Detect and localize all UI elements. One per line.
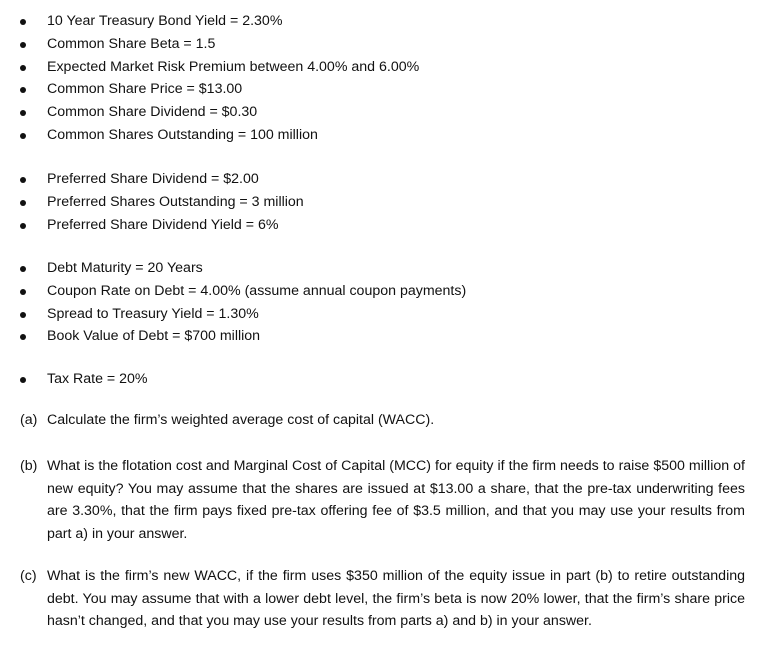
question-text: Calculate the firm’s weighted average cost of capital (WACC). [47, 412, 435, 428]
bullet-icon [20, 177, 26, 183]
list-item [0, 303, 466, 326]
list-item [0, 168, 304, 191]
question-label: (b) [20, 458, 38, 474]
list-item-text: Preferred Shares Outstanding = 3 million [47, 193, 304, 210]
list-item-text: Expected Market Risk Premium between 4.00% and 6.00% [47, 58, 420, 75]
list-item [0, 257, 466, 280]
list-item [0, 78, 419, 101]
list-item [0, 325, 466, 348]
bullet-icon [20, 377, 26, 383]
preferred-share-assumptions-list [0, 168, 304, 236]
list-item-text: Preferred Share Dividend Yield = 6% [47, 216, 279, 233]
tax-assumptions-list [0, 368, 148, 391]
list-item-text: 10 Year Treasury Bond Yield = 2.30% [47, 13, 283, 29]
list-item-text: Tax Rate = 20% [47, 371, 148, 387]
list-item [0, 56, 419, 79]
bullet-icon [20, 133, 26, 139]
list-item-text: Coupon Rate on Debt = 4.00% (assume annual coupon payments) [47, 282, 467, 299]
list-item [0, 368, 148, 391]
question-text: What is the firm’s new WACC, if the firm uses $350 million of the equity issue in part (b) to retire outstanding debt. You may assume that with a lower debt level, the firm’s beta is now 20% lower, that the firm’s share price hasn’t changed, and that you may use your results from parts a) and b) in your answer. [47, 568, 745, 630]
debt-assumptions-list [0, 257, 466, 348]
question-b [0, 455, 745, 545]
bullet-icon [20, 42, 26, 48]
bullet-icon [20, 110, 26, 116]
list-item-text: Common Share Dividend = $0.30 [47, 104, 258, 121]
list-item-text: Debt Maturity = 20 Years [47, 260, 203, 276]
bullet-icon [20, 65, 26, 71]
list-item [0, 280, 466, 303]
list-item-text: Common Share Price = $13.00 [47, 81, 243, 98]
bullet-icon [20, 266, 26, 272]
bullet-icon [20, 87, 26, 93]
list-item-text: Common Share Beta = 1.5 [47, 35, 216, 52]
list-item [0, 191, 304, 214]
list-item-text: Book Value of Debt = $700 million [47, 328, 261, 345]
common-equity-assumptions-list [0, 10, 419, 147]
bullet-icon [20, 200, 26, 206]
bullet-icon [20, 19, 26, 25]
question-text: What is the flotation cost and Marginal Cost of Capital (MCC) for equity if the firm needs to raise $500 million of new equity? You may assume that the shares are issued at $13.00 a share, that the pre-tax underwriting fees are 3.30%, that the firm pays fixed pre-tax offering fee of $3.5 million, and that you may use your results from part a) in your answer. [47, 458, 745, 542]
question-label: (a) [20, 412, 38, 428]
bullet-icon [20, 223, 26, 229]
bullet-icon [20, 289, 26, 295]
list-item [0, 101, 419, 124]
list-item [0, 124, 419, 147]
list-item-text: Common Shares Outstanding = 100 million [47, 126, 318, 143]
list-item [0, 10, 419, 33]
question-label: (c) [20, 568, 37, 584]
bullet-icon [20, 312, 26, 318]
list-item [0, 214, 304, 237]
list-item-text: Preferred Share Dividend = $2.00 [47, 171, 259, 187]
bullet-icon [20, 334, 26, 340]
question-a [0, 409, 745, 432]
list-item [0, 33, 419, 56]
question-c [0, 565, 745, 633]
list-item-text: Spread to Treasury Yield = 1.30% [47, 305, 259, 322]
